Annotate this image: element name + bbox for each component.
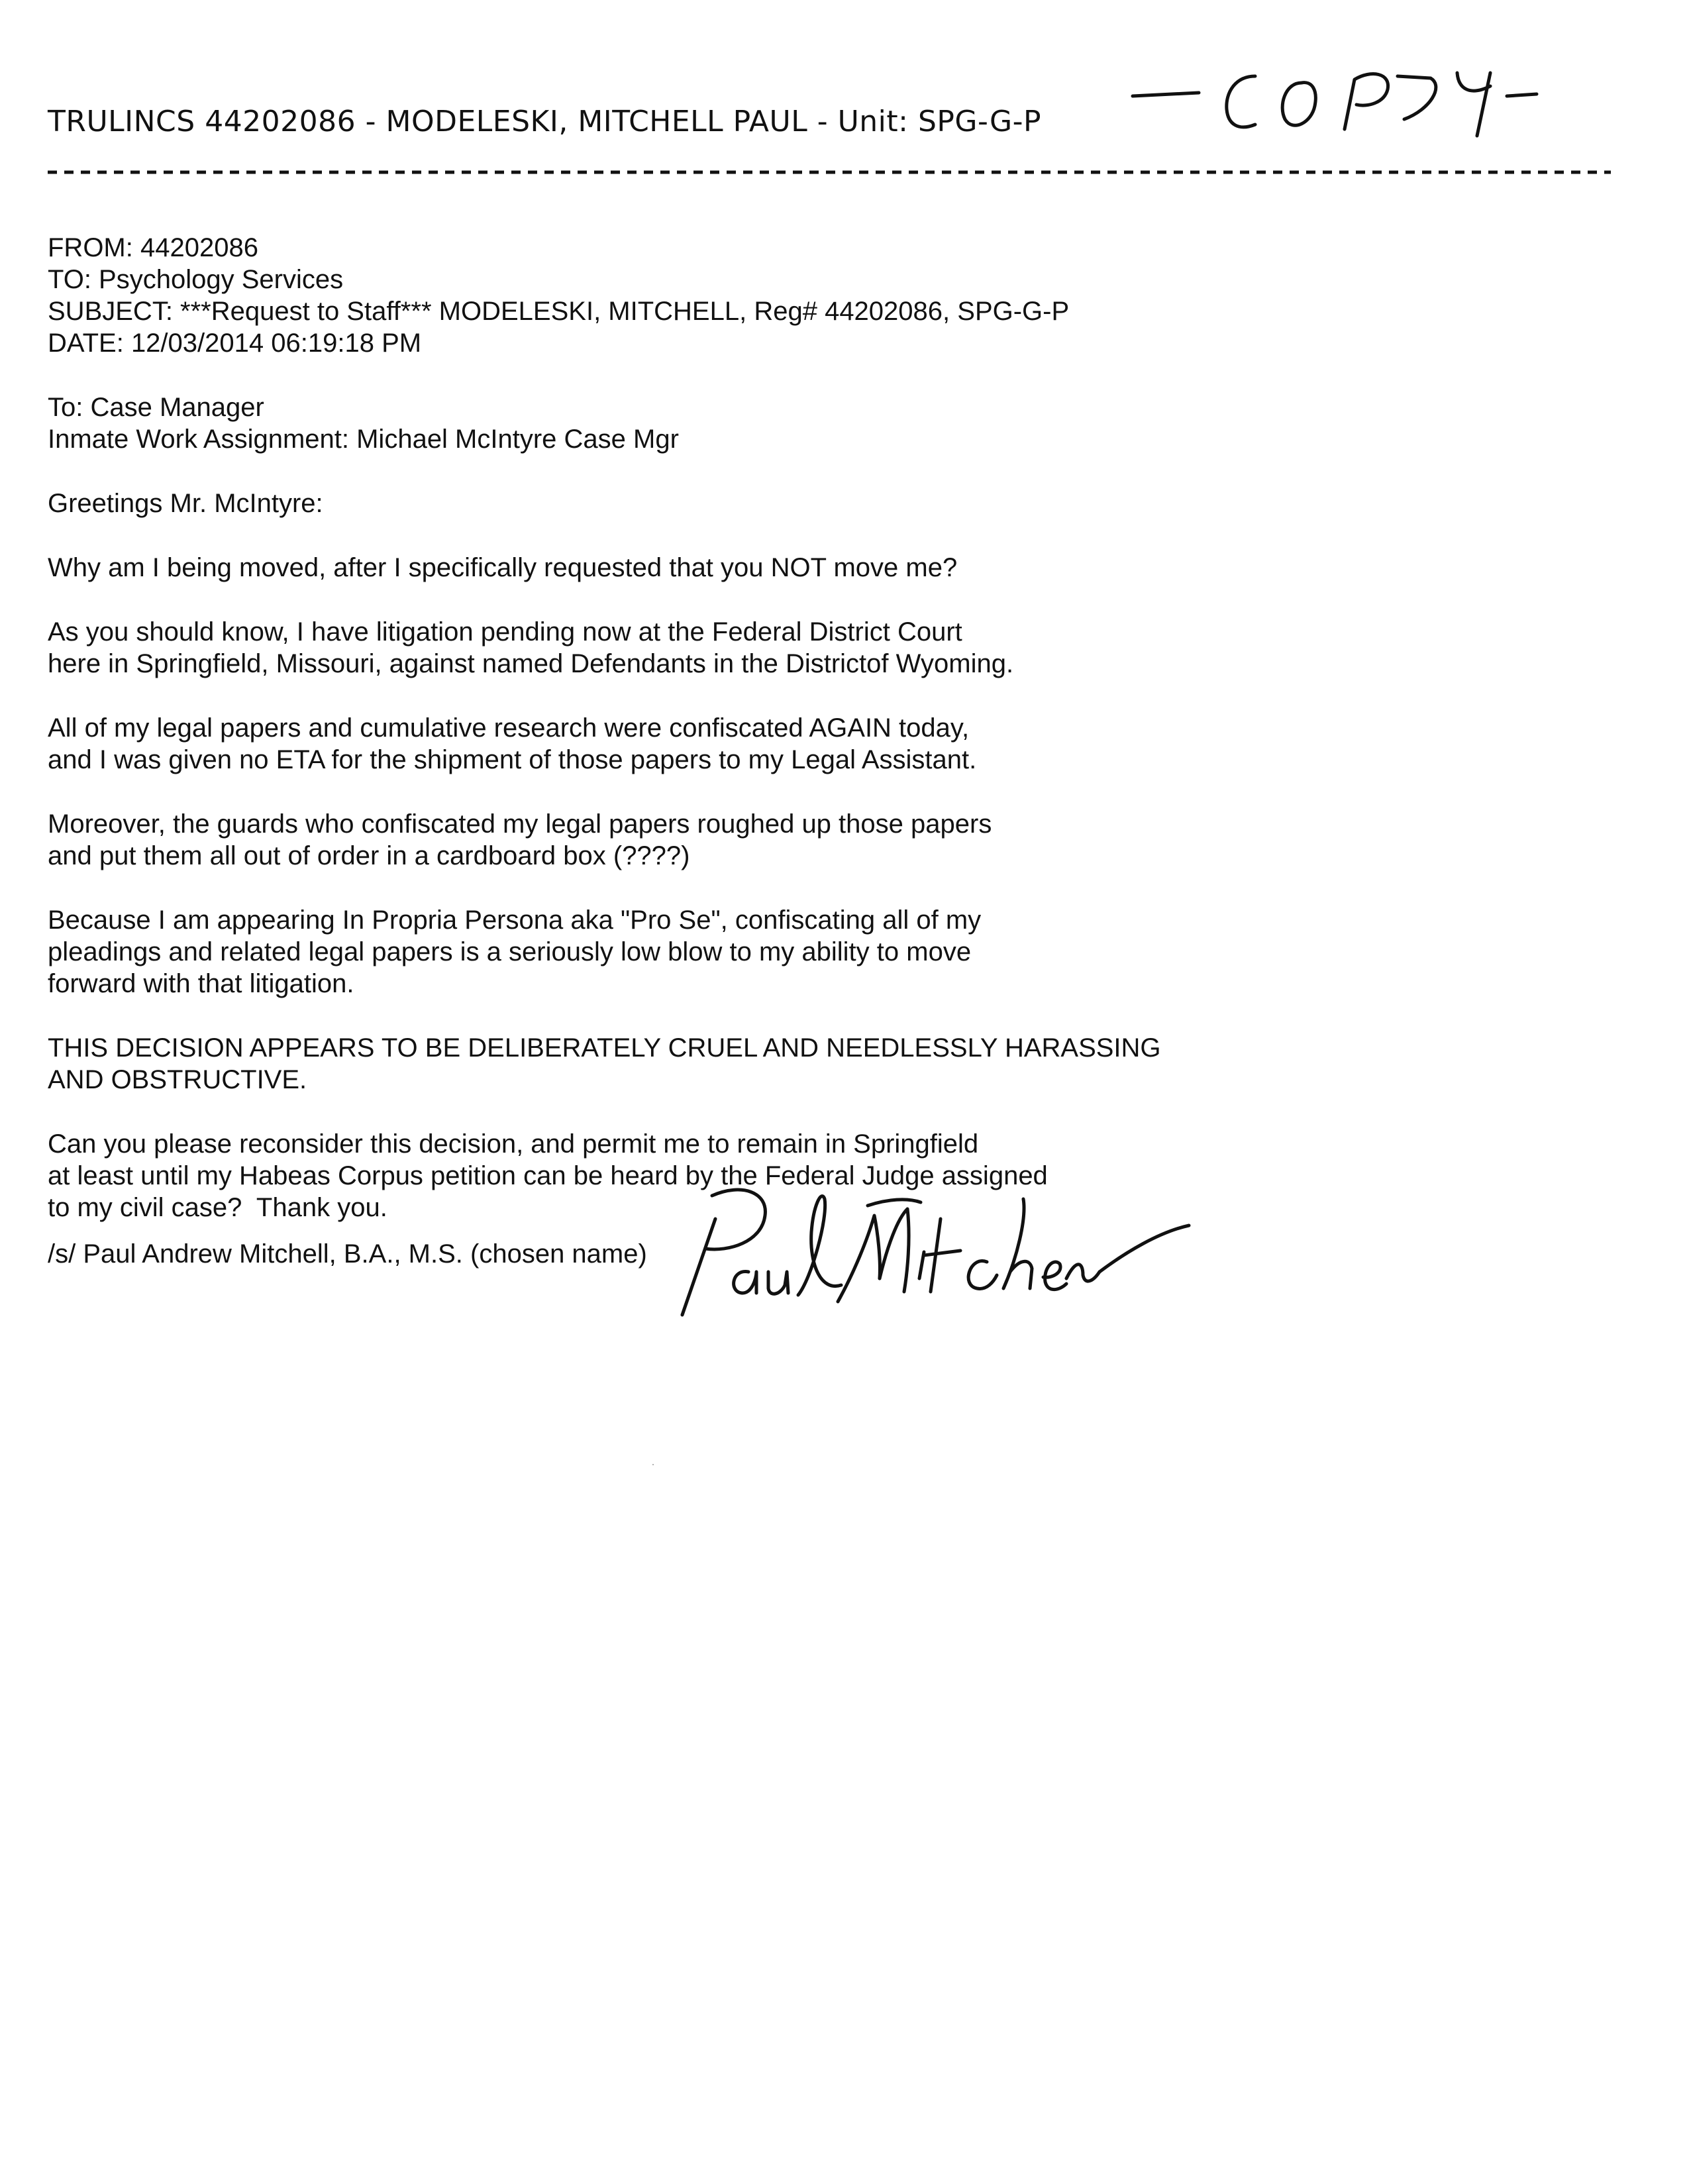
work-assignment: Inmate Work Assignment: Michael McIntyre Case Mgr xyxy=(48,425,679,454)
paragraph-line: Because I am appearing In Propria Persona aka "Pro Se", confiscating all of my xyxy=(48,906,982,935)
message-metadata xyxy=(48,232,1372,359)
from-line: FROM: 44202086 xyxy=(48,233,258,262)
paragraph-1 xyxy=(48,552,1372,584)
paragraph-3 xyxy=(48,712,1372,776)
paragraph-line: and I was given no ETA for the shipment of those papers to my Legal Assistant. xyxy=(48,745,977,774)
greeting-line: Greetings Mr. McIntyre: xyxy=(48,489,323,518)
to-line: TO: Psychology Services xyxy=(48,265,344,294)
dashed-separator xyxy=(48,159,1611,185)
paragraph-line: AND OBSTRUCTIVE. xyxy=(48,1065,307,1094)
paragraph-line: at least until my Habeas Corpus petition can be heard by the Federal Judge assigned xyxy=(48,1161,1048,1190)
message-body xyxy=(48,232,1372,1270)
paragraph-line: Moreover, the guards who confiscated my legal papers roughed up those papers xyxy=(48,809,992,839)
paragraph-line: Can you please reconsider this decision, and permit me to remain in Springfield xyxy=(48,1129,979,1159)
paragraph-line: Why am I being moved, after I specifically requested that you NOT move me? xyxy=(48,553,958,582)
paragraph-line: pleadings and related legal papers is a seriously low blow to my ability to move xyxy=(48,937,972,966)
paragraph-5 xyxy=(48,904,1372,1000)
handwritten-signature xyxy=(669,1179,1192,1318)
greeting xyxy=(48,488,1372,519)
subject-line: SUBJECT: ***Request to Staff*** MODELESKI, MITCHELL, Reg# 44202086, SPG-G-P xyxy=(48,297,1070,326)
paragraph-6 xyxy=(48,1032,1372,1096)
header-title: TRULINCS 44202086 - MODELESKI, MITCHELL PAUL - Unit: SPG-G-P xyxy=(48,105,1042,138)
paragraph-4 xyxy=(48,808,1372,872)
signed-name: /s/ Paul Andrew Mitchell, B.A., M.S. (chosen name) xyxy=(48,1239,647,1269)
paragraph-2 xyxy=(48,616,1372,680)
paragraph-line: to my civil case? Thank you. xyxy=(48,1193,387,1222)
addressee-block xyxy=(48,391,1372,455)
paragraph-line: As you should know, I have litigation pending now at the Federal District Court xyxy=(48,617,962,647)
paragraph-line: forward with that litigation. xyxy=(48,969,354,998)
paragraph-line: All of my legal papers and cumulative research were confiscated AGAIN today, xyxy=(48,713,970,743)
paragraph-line: THIS DECISION APPEARS TO BE DELIBERATELY CRUEL AND NEEDLESSLY HARASSING xyxy=(48,1033,1161,1063)
paragraph-line: here in Springfield, Missouri, against named Defendants in the Districtof Wyoming. xyxy=(48,649,1014,678)
paragraph-line: and put them all out of order in a cardboard box (????) xyxy=(48,841,690,870)
copy-stamp-handwritten xyxy=(1119,46,1543,146)
addressee-to: To: Case Manager xyxy=(48,393,264,422)
scan-speck xyxy=(652,1464,654,1465)
date-line: DATE: 12/03/2014 06:19:18 PM xyxy=(48,329,422,358)
